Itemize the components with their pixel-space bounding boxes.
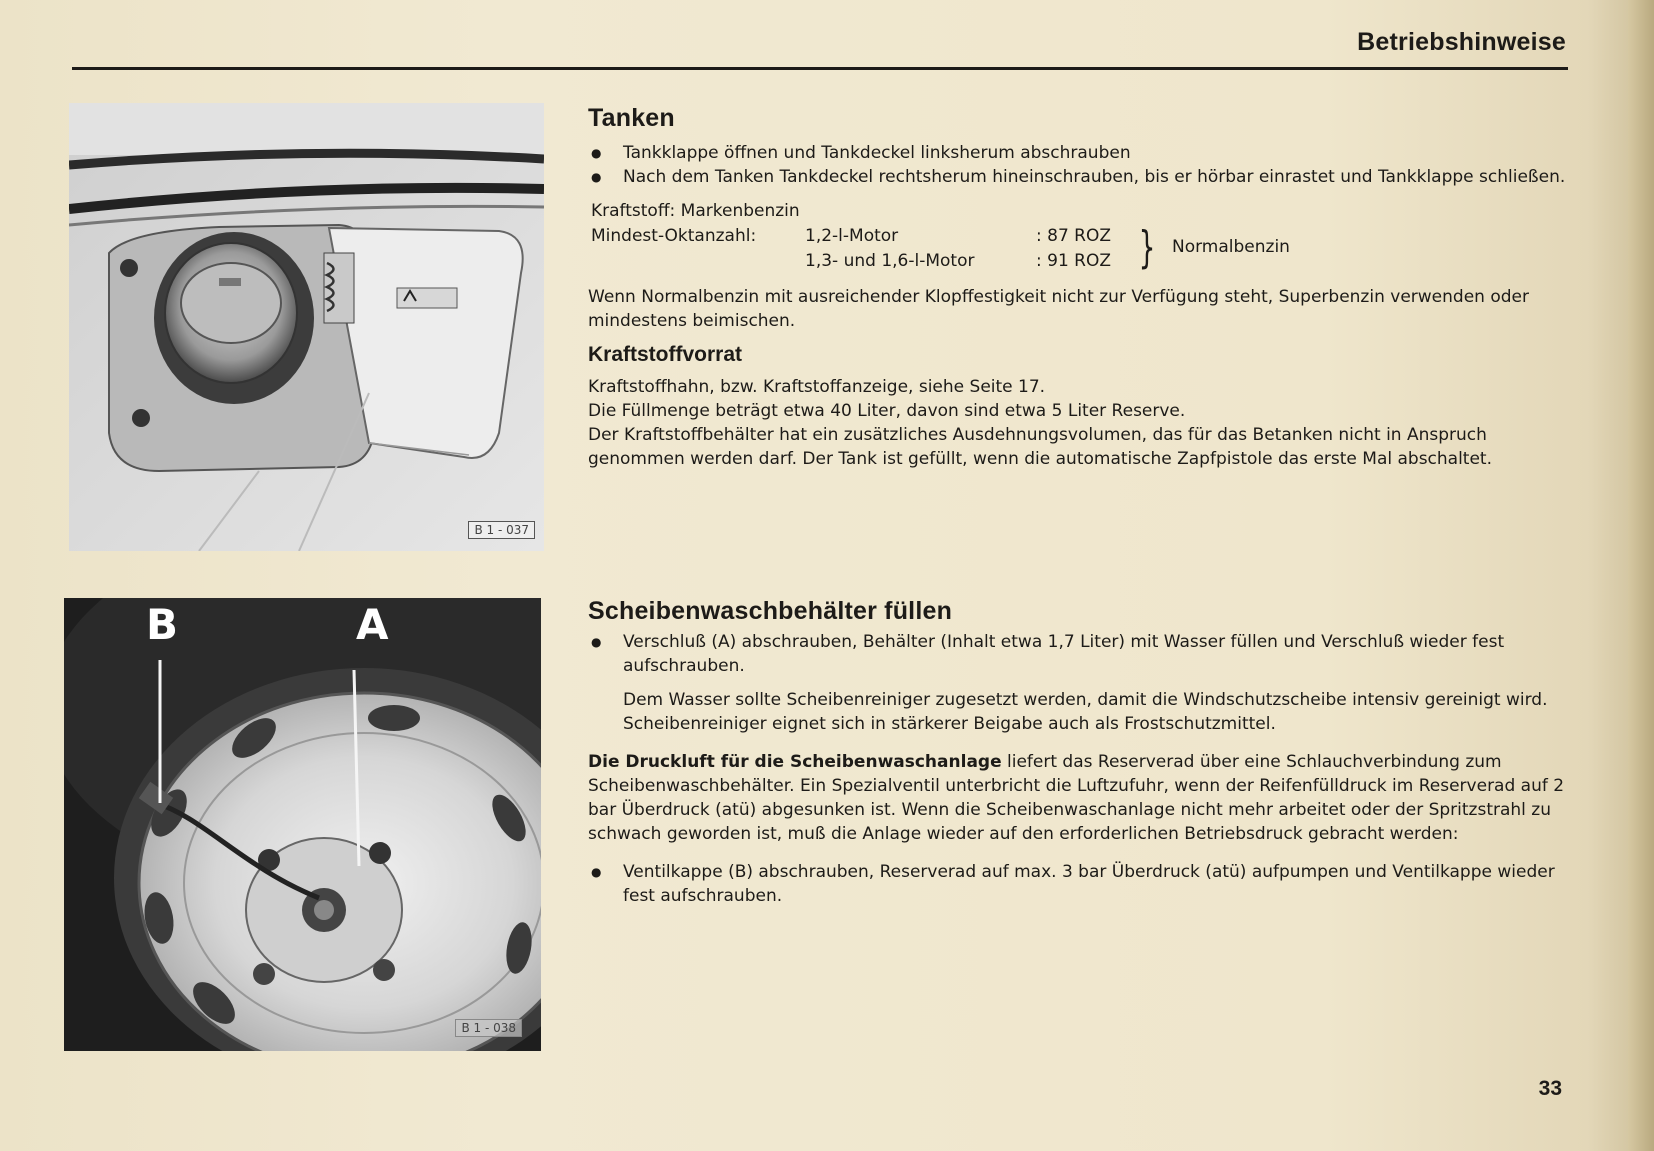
vorrat-line: Der Kraftstoffbehälter hat ein zusätzliches Ausdehnungsvolumen, das für das Betanken nicht in Anspruch genommen werden darf. Der Tank ist gefüllt, wenn die automatische Zapfpistole das erste Mal abschaltet. [588,425,1493,469]
page-number: 33 [1538,1077,1562,1100]
octane-label: Mindest-Oktanzahl: [591,226,757,246]
engine-1: 1,2-l-Motor [805,226,899,246]
wheel-label-b: B [146,600,179,649]
scheibenwasch-steps [588,630,1568,678]
page-edge [1628,0,1654,1151]
octane-value-1: : 87 ROZ [1036,226,1112,246]
fuel-specification [591,199,1568,275]
tanken-section [588,104,1568,471]
photo-reference-code: B 1 - 038 [455,1019,522,1037]
vorrat-line: Kraftstoffhahn, bzw. Kraftstoffanzeige, siehe Seite 17. [588,377,1046,397]
air-supply-text: liefert das Reserverad über eine Schlauchverbindung zum Scheibenwaschbehälter. Ein Spezialventil unterbricht die Luftzufuhr, wenn der Reifenfülldruck im Reserverad auf 2 bar Überdruck (atü) abgesunken ist. Wenn die Scheibenwaschanlage nicht mehr arbeitet oder der Spritzstrahl zu schwach geworden ist, muß die Anlage wieder auf den erforderlichen Betriebsdruck gebracht werden: [588,752,1565,844]
fuel-filler-photo [69,103,544,551]
valve-steps [588,860,1568,908]
photo-reference-code: B 1 - 037 [468,521,535,539]
scheibenwasch-section [588,597,1568,908]
scheibenwasch-step: ● Verschluß (A) abschrauben, Behälter (Inhalt etwa 1,7 Liter) mit Wasser füllen und Verschluß wieder fest aufschrauben. [588,630,1568,678]
tanken-heading: Tanken [588,104,675,132]
kraftstoffvorrat-heading: Kraftstoffvorrat [588,343,743,366]
fuel-note: Wenn Normalbenzin mit ausreichender Klopffestigkeit nicht zur Verfügung steht, Superbenzin verwenden oder mindestens beimischen. [588,287,1529,331]
spare-wheel-illustration [64,598,541,1051]
tanken-step: ● Tankklappe öffnen und Tankdeckel linksherum abschrauben [588,141,1568,165]
header-rule [72,67,1568,70]
valve-step: ● Ventilkappe (B) abschrauben, Reserverad auf max. 3 bar Überdruck (atü) aufpumpen und Ventilkappe wieder fest aufschrauben. [588,860,1568,908]
spare-wheel-photo [64,598,541,1051]
brace: } [1138,222,1156,273]
page-header-title: Betriebshinweise [1357,28,1566,56]
fuel-filler-illustration [69,103,544,551]
tanken-step: ● Nach dem Tanken Tankdeckel rechtsherum hineinschrauben, bis er hörbar einrastet und Tankklappe schließen. [588,165,1568,189]
fuel-grade: Normalbenzin [1172,237,1290,257]
cleaner-note: Dem Wasser sollte Scheibenreiniger zugesetzt werden, damit die Windschutzscheibe intensiv gereinigt wird. Scheibenreiniger eignet sich in stärkerer Beigabe auch als Frostschutzmittel. [623,690,1548,734]
octane-value-2: : 91 ROZ [1036,251,1112,271]
engine-2: 1,3- und 1,6-l-Motor [805,251,975,271]
air-supply-paragraph [588,750,1568,846]
air-supply-lead: Die Druckluft für die Scheibenwaschanlage [588,752,1002,772]
scheibenwasch-heading: Scheibenwaschbehälter füllen [588,597,953,625]
tanken-steps [588,141,1568,189]
vorrat-line: Die Füllmenge beträgt etwa 40 Liter, davon sind etwa 5 Liter Reserve. [588,401,1186,421]
fuel-type-line: Kraftstoff: Markenbenzin [591,201,800,221]
wheel-label-a: A [356,600,389,649]
